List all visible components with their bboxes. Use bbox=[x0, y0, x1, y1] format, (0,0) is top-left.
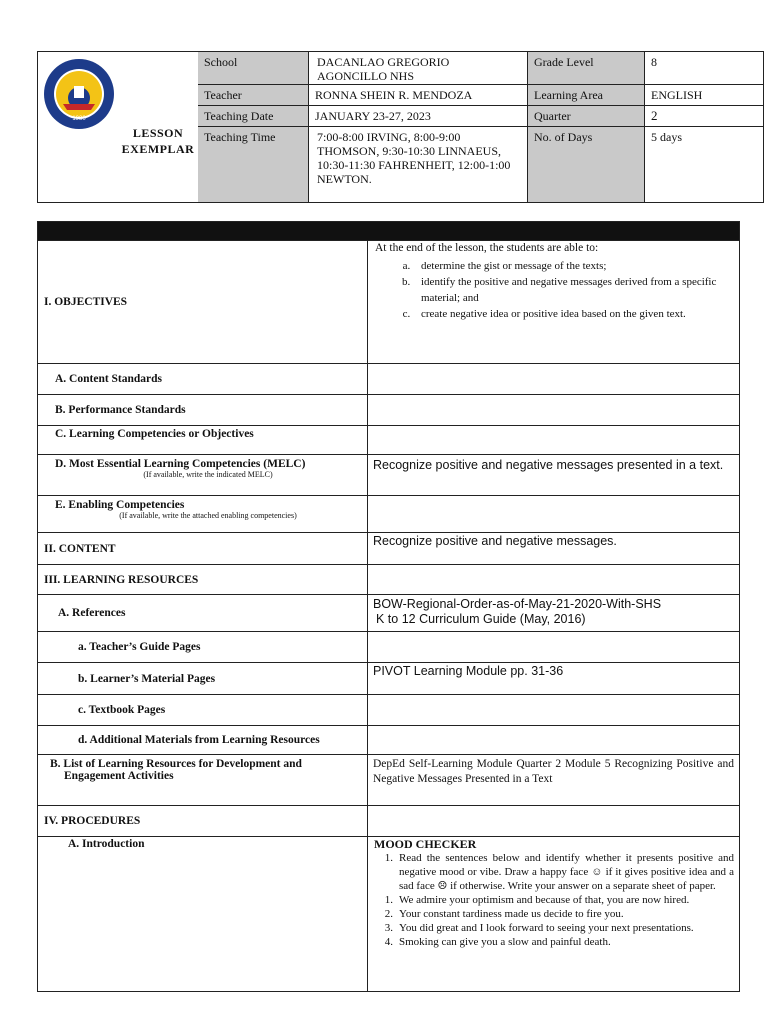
logo-year: 1980 bbox=[72, 116, 86, 122]
quarter-label: Quarter bbox=[528, 106, 645, 127]
list-resources-row bbox=[38, 754, 739, 805]
textbook-label: c. Textbook Pages bbox=[38, 695, 368, 725]
list-resources-value: DepEd Self-Learning Module Quarter 2 Module 5 Recognizing Positive and Negative Messages Presented in a Text bbox=[373, 758, 734, 785]
procedures-row bbox=[38, 805, 739, 836]
mood-item: You did great and I look forward to seeing your next presentations. bbox=[399, 922, 694, 934]
content-standards-label: A. Content Standards bbox=[38, 364, 368, 394]
mood-item: Read the sentences below and identify whether it presents positive and negative mood or vibe. Draw a happy face ☺ if it gives positive idea and a sad face ☹ if otherwise. Write your answer on a separate sheet of paper. bbox=[399, 852, 734, 892]
learners-material-value: PIVOT Learning Module pp. 31-36 bbox=[373, 664, 564, 678]
objectives-list bbox=[373, 258, 734, 322]
days-label: No. of Days bbox=[528, 127, 645, 202]
list-resources-label-1: B. List of Learning Resources for Development and bbox=[50, 758, 302, 770]
objective-item: c. create negative idea or positive idea based on the given text. bbox=[413, 306, 734, 322]
table-header-bar bbox=[38, 222, 739, 240]
enabling-row bbox=[38, 495, 739, 532]
objective-item: a. determine the gist or message of the texts; bbox=[413, 258, 734, 274]
teacher-value: RONNA SHEIN R. MENDOZA bbox=[309, 85, 528, 106]
learning-resources-row bbox=[38, 564, 739, 594]
teaching-date-label: Teaching Date bbox=[198, 106, 309, 127]
lesson-header-table bbox=[37, 51, 764, 203]
item-number: 3. bbox=[384, 922, 393, 934]
lesson-plan-table bbox=[37, 221, 740, 992]
introduction-row bbox=[38, 836, 739, 991]
melc-row bbox=[38, 454, 739, 495]
teachers-guide-row bbox=[38, 631, 739, 662]
melc-label: D. Most Essential Learning Competencies (MELC) bbox=[55, 458, 306, 470]
melc-note: (If available, write the indicated MELC) bbox=[143, 470, 273, 479]
teachers-guide-label: a. Teacher’s Guide Pages bbox=[38, 632, 368, 662]
teaching-time-value: 7:00-8:00 IRVING, 8:00-9:00 THOMSON, 9:30-10:30 LINNAEUS, 10:30-11:30 FAHRENHEIT, 12:00-1:00 NEWTON. bbox=[309, 127, 528, 202]
references-label: A. References bbox=[38, 595, 368, 631]
lesson-exemplar-title bbox=[118, 125, 198, 157]
item-number: 1. bbox=[384, 894, 393, 906]
objectives-intro: At the end of the lesson, the students are able to: bbox=[375, 242, 599, 254]
item-number: 2. bbox=[384, 908, 393, 920]
references-row bbox=[38, 594, 739, 631]
title-line2: EXEMPLAR bbox=[121, 142, 195, 156]
introduction-label: A. Introduction bbox=[38, 837, 368, 991]
references-value-1: BOW-Regional-Order-as-of-May-21-2020-With-SHS bbox=[373, 597, 662, 611]
school-seal-logo bbox=[43, 58, 115, 130]
school-value: DACANLAO GREGORIO AGONCILLO NHS bbox=[309, 52, 528, 85]
content-row bbox=[38, 532, 739, 564]
learning-area-value: ENGLISH bbox=[645, 85, 763, 106]
item-number: 4. bbox=[384, 936, 393, 948]
enabling-note: (If available, write the attached enabling competencies) bbox=[119, 511, 297, 520]
grade-level-label: Grade Level bbox=[528, 52, 645, 85]
mood-checker-list bbox=[373, 851, 734, 949]
references-value-2: K to 12 Curriculum Guide (May, 2016) bbox=[376, 612, 586, 626]
content-standards-row bbox=[38, 363, 739, 394]
objectives-label: I. OBJECTIVES bbox=[38, 241, 368, 363]
objective-item: b. identify the positive and negative messages derived from a specific material; and bbox=[413, 274, 734, 306]
learning-competencies-label: C. Learning Competencies or Objectives bbox=[38, 426, 368, 454]
additional-materials-row bbox=[38, 725, 739, 754]
school-label: School bbox=[198, 52, 309, 85]
item-number: 1. bbox=[384, 852, 393, 864]
learning-resources-label: III. LEARNING RESOURCES bbox=[38, 565, 368, 594]
performance-standards-row bbox=[38, 394, 739, 425]
quarter-value: 2 bbox=[645, 106, 763, 127]
learners-material-row bbox=[38, 662, 739, 694]
teaching-date-value: JANUARY 23-27, 2023 bbox=[309, 106, 528, 127]
grade-level-value: 8 bbox=[645, 52, 763, 85]
mood-item: We admire your optimism and because of that, you are now hired. bbox=[399, 894, 690, 906]
content-value: Recognize positive and negative messages. bbox=[373, 534, 617, 548]
mood-item: Smoking can give you a slow and painful death. bbox=[399, 936, 611, 948]
objectives-row bbox=[38, 240, 739, 363]
mood-checker-title: MOOD CHECKER bbox=[374, 837, 477, 851]
textbook-row bbox=[38, 694, 739, 725]
performance-standards-label: B. Performance Standards bbox=[38, 395, 368, 425]
learners-material-label: b. Learner’s Material Pages bbox=[38, 663, 368, 694]
learning-area-label: Learning Area bbox=[528, 85, 645, 106]
learning-competencies-row bbox=[38, 425, 739, 454]
procedures-label: IV. PROCEDURES bbox=[38, 806, 368, 836]
teacher-label: Teacher bbox=[198, 85, 309, 106]
list-resources-label-2: Engagement Activities bbox=[64, 770, 174, 782]
mood-item: Your constant tardiness made us decide to fire you. bbox=[399, 908, 624, 920]
days-value: 5 days bbox=[651, 130, 682, 144]
content-label: II. CONTENT bbox=[38, 533, 368, 564]
title-line1: LESSON bbox=[132, 126, 184, 140]
melc-value: Recognize positive and negative messages presented in a text. bbox=[373, 458, 724, 472]
enabling-label: E. Enabling Competencies bbox=[55, 499, 185, 511]
teaching-time-label: Teaching Time bbox=[198, 127, 309, 202]
additional-materials-label: d. Additional Materials from Learning Resources bbox=[38, 726, 368, 754]
